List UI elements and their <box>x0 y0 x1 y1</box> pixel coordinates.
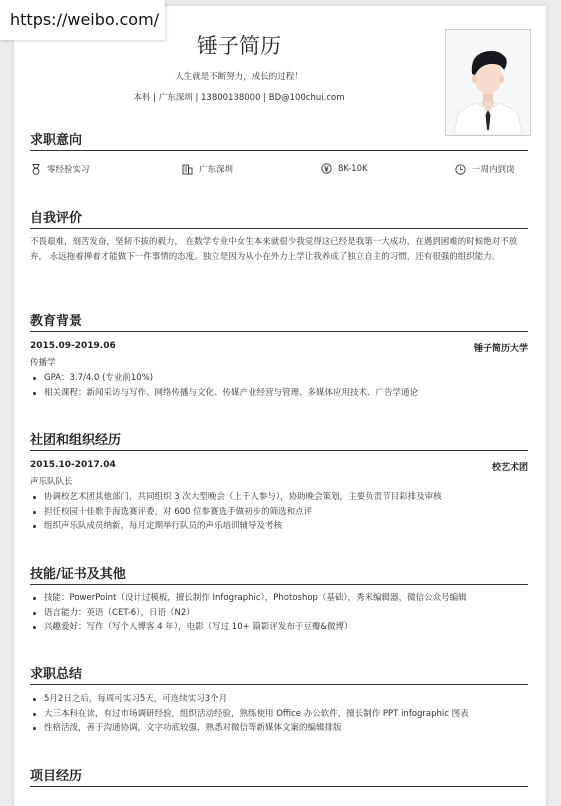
section-title-self-eval: 自我评价 <box>30 211 83 226</box>
section-divider <box>30 331 528 332</box>
url-badge[interactable]: https://weibo.com/ <box>0 0 165 40</box>
skill-text: 写作（写个人博客 4 年），电影（写过 10+ 篇影评发布于豆瓣&微博） <box>86 622 353 632</box>
section-divider <box>30 684 528 685</box>
list-item: 组织声乐队成员纳新，每月定期举行队员的声乐培训辅导及考核 <box>44 519 542 534</box>
avatar-illustration <box>446 30 530 135</box>
club-org: 校艺术团 <box>491 463 528 473</box>
section-title-summary: 求职总结 <box>30 667 83 682</box>
section-divider <box>30 150 528 151</box>
education-bullets <box>30 371 542 400</box>
intent-salary <box>321 163 368 174</box>
skill-text: 英语（CET-6），日语（N2） <box>86 607 195 618</box>
list-item: GPA：3.7/4.0 (专业前10%) <box>44 371 542 386</box>
list-item: 协调校艺术团其他部门，共同组织 3 次大型晚会（上千人参与），协助晚会策划，主要负责节目彩排及审核 <box>44 490 542 505</box>
intent-experience-label: 零经验实习 <box>47 165 90 175</box>
skill-label: 语言能力： <box>44 607 87 618</box>
section-divider <box>30 786 528 787</box>
intent-availability-label: 一周内到岗 <box>472 165 515 175</box>
list-item <box>44 591 542 606</box>
intent-availability <box>455 163 515 175</box>
contact-line: 本科 | 广东深圳 | 13800138000 | BD@100chui.com <box>133 93 345 103</box>
club-date: 2015.10-2017.04 <box>30 460 116 470</box>
skill-label: 兴趣爱好： <box>44 622 87 632</box>
list-item <box>44 606 542 621</box>
club-role: 声乐队队长 <box>30 477 73 487</box>
education-school: 锤子简历大学 <box>473 344 528 354</box>
resume-name: 锤子简历 <box>197 34 281 58</box>
list-item: 担任校园十佳歌手海选赛评委，对 600 位参赛选手做初步的筛选和点评 <box>44 505 542 520</box>
resume-motto: 人生就是不断努力，成长的过程！ <box>175 72 303 82</box>
clock-icon <box>455 164 466 175</box>
intent-location <box>182 163 233 175</box>
section-title-education: 教育背景 <box>30 314 83 329</box>
list-item: 大三本科在读，有过市场调研经验，组织活动经验，熟练使用 Office 办公软件，擅长制作 PPT infographic 图表 <box>44 707 542 722</box>
intent-location-label: 广东深圳 <box>199 165 234 175</box>
intern-medal-icon <box>31 164 41 175</box>
section-title-skills: 技能/证书及其他 <box>30 567 126 582</box>
section-title-club: 社团和组织经历 <box>30 433 122 448</box>
summary-bullets <box>30 692 542 736</box>
skill-label: 技能： <box>44 593 70 603</box>
skill-text: PowerPoint（设计过模板，擅长制作 Infographic），Photoshop（基础），秀米编辑器，微信公众号编辑 <box>69 593 467 603</box>
club-bullets <box>30 490 542 534</box>
list-item: 5月2日之后，每周可实习5天，可连续实习3个月 <box>44 692 542 707</box>
section-title-projects: 项目经历 <box>30 769 83 784</box>
education-major: 传播学 <box>30 358 56 368</box>
list-item: 性格活泼，善于沟通协调，文字功底较强，熟悉对微信等新媒体文案的编辑排版 <box>44 721 542 736</box>
skills-bullets <box>30 591 542 635</box>
intent-experience <box>31 163 90 175</box>
resume-page <box>14 6 546 806</box>
section-title-intent: 求职意向 <box>30 133 83 148</box>
avatar <box>445 29 531 136</box>
yen-icon <box>321 163 332 174</box>
section-divider <box>30 450 528 451</box>
intent-salary-label: 8K-10K <box>338 163 368 174</box>
list-item <box>44 620 542 635</box>
section-divider <box>30 584 528 585</box>
list-item: 相关课程：新闻采访与写作、网络传播与文化、传媒产业经营与管理、多媒体应用技术、广告学通论 <box>44 386 542 401</box>
self-eval-text: 不畏艰难，刻苦发奋，坚韧不拔的毅力， 在数学专业中女生本来就很少我觉得这已经是我第一大成功，在遇到困难的时候绝对不放弃， 永远拖着掸着才能做下一件事情的态度。独立是因为从小在外力上学让我养成了独立自主的习惯，还有很强的组织能力。 <box>30 237 518 262</box>
section-divider <box>30 228 528 229</box>
education-date: 2015.09-2019.06 <box>30 341 116 351</box>
building-icon <box>182 164 193 175</box>
